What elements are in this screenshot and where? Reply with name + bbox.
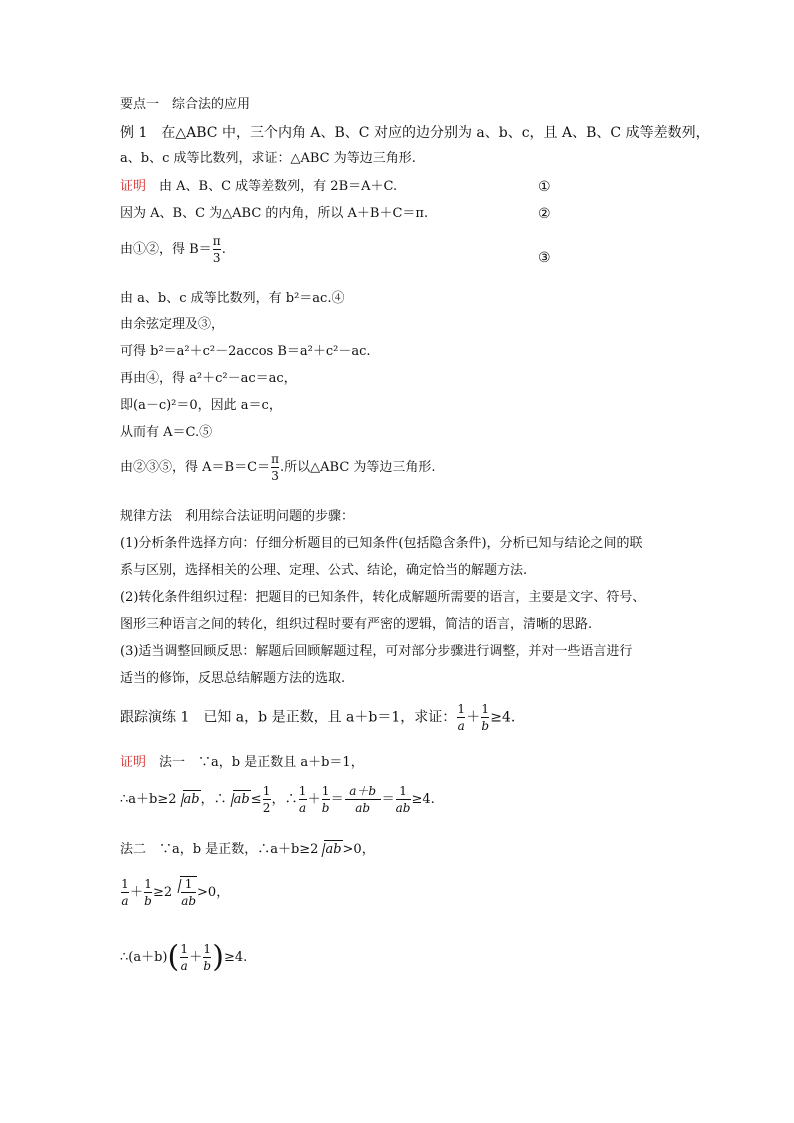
fraction-a-plus-b-over-ab: $\frac{a+b}{ab}$	[345, 784, 381, 815]
proof2-line-3: 法二 ∵a，b 是正数，∴a＋b≥2 ab>0，	[120, 842, 375, 857]
practice-statement: 跟踪演练 1 已知 a，b 是正数，且 a＋b＝1，求证： $\frac{1}{a}$ ＋ $\frac{1}{b}$ ≥4.	[120, 702, 516, 733]
proof-label: 证明	[120, 755, 147, 770]
method-step-3-line-1: (3)适当调整回顾反思：解题后回顾解题过程，可对部分步骤进行调整，并对一些语言进行	[120, 644, 633, 659]
proof-line-3: 由①②，得 B＝ $\frac{\pi}{3}$ .	[120, 234, 226, 265]
method-step-1-line-1: (1)分析条件选择方向：仔细分析题目的已知条件(包括隐含条件)，分析已知与结论之间的联	[120, 536, 643, 551]
fraction-1-over-ab: $\frac{1}{ab}$	[395, 784, 411, 815]
fraction-1-over-b: $\frac{1}{b}$	[481, 702, 490, 733]
method-step-1-line-2: 系与区别，选择相关的公理、定理、公式、结论，确定恰当的解题方法.	[120, 563, 528, 578]
proof2-line-2: ∴a＋b≥2 ab，∴ ab≤ $\frac{1}{2}$ ，∴ $\frac{1}{a}$ ＋ $\frac{1}{b}$ ＝ $\frac{a+b}{ab}$ ＝ $\frac{1}{ab}$ ≥4.	[120, 784, 435, 815]
section-heading: 要点一 综合法的应用	[120, 97, 251, 112]
fraction-1-over-b: $\frac{1}{b}$	[144, 877, 152, 908]
proof-line-5: 由余弦定理及③，	[120, 317, 225, 332]
proof-line-7: 再由④，得 a²＋c²－ac＝ac，	[120, 371, 297, 386]
fraction-1-over-2: $\frac{1}{2}$	[262, 784, 271, 815]
proof-label: 证明	[120, 179, 147, 194]
fraction-1-over-a: $\frac{1}{a}$	[121, 877, 129, 908]
proof-line-2: 因为 A、B、C 为△ABC 的内角，所以 A＋B＋C＝π.	[120, 206, 429, 221]
example-statement-line-2: a、b、c 成等比数列，求证：△ABC 为等边三角形.	[120, 151, 416, 166]
fraction-1-over-b: $\frac{1}{b}$	[321, 784, 330, 815]
proof-line-6: 可得 b²＝a²＋c²－2accos B＝a²＋c²－ac.	[120, 344, 371, 359]
equation-tag-1: ①	[538, 179, 551, 195]
proof-line-4: 由 a、b、c 成等比数列，有 b²＝ac.④	[120, 291, 345, 306]
proof-line-10: 由②③⑤，得 A＝B＝C＝ $\frac{\pi}{3}$ .所以△ABC 为等边三角形.	[120, 452, 436, 483]
sqrt-ab: ab	[233, 792, 250, 807]
fraction-pi-over-3: $\frac{\pi}{3}$	[271, 452, 279, 483]
fraction-pi-over-3: $\frac{\pi}{3}$	[212, 234, 221, 265]
proof2-line-5: ∴(a＋b)( $\frac{1}{a}$ ＋ $\frac{1}{b}$ )≥4.	[120, 939, 248, 975]
proof-line-9: 从而有 A＝C.⑤	[120, 425, 213, 440]
example-statement-line-1: 例 1 在△ABC 中，三个内角 A、B、C 对应的边分别为 a、b、c，且 A、B、C 成等差数列，	[120, 125, 710, 141]
proof2-line-1: 证明 法一 ∵a，b 是正数且 a＋b＝1，	[120, 755, 364, 770]
equation-tag-3: ③	[538, 250, 551, 266]
proof-line-1: 证明 由 A、B、C 成等差数列，有 2B＝A＋C.	[120, 179, 398, 194]
fraction-1-over-a: $\frac{1}{a}$	[298, 784, 307, 815]
sqrt-ab: ab	[183, 792, 200, 807]
method-step-3-line-2: 适当的修饰，反思总结解题方法的选取.	[120, 671, 346, 686]
sqrt-1-over-ab: $\frac{1}{ab}$	[181, 877, 197, 908]
method-step-2-line-2: 图形三种语言之间的转化，组织过程时要有严密的逻辑，简洁的语言，清晰的思路.	[120, 617, 593, 632]
fraction-1-over-a: $\frac{1}{a}$	[457, 702, 466, 733]
fraction-1-over-b: $\frac{1}{b}$	[203, 942, 212, 973]
fraction-1-over-a: $\frac{1}{a}$	[180, 942, 189, 973]
proof-line-8: 即(a－c)²＝0，因此 a＝c，	[120, 398, 282, 413]
method-heading: 规律方法 利用综合法证明问题的步骤：	[120, 509, 355, 524]
sqrt-ab: ab	[325, 842, 342, 857]
proof2-line-4: $\frac{1}{a}$ ＋ $\frac{1}{b}$ ≥2 $\frac{1}{ab}$ >0，	[121, 877, 230, 908]
equation-tag-2: ②	[538, 206, 551, 222]
method-step-2-line-1: (2)转化条件组织过程：把题目的已知条件，转化成解题所需要的语言，主要是文字、符号、	[120, 590, 646, 605]
